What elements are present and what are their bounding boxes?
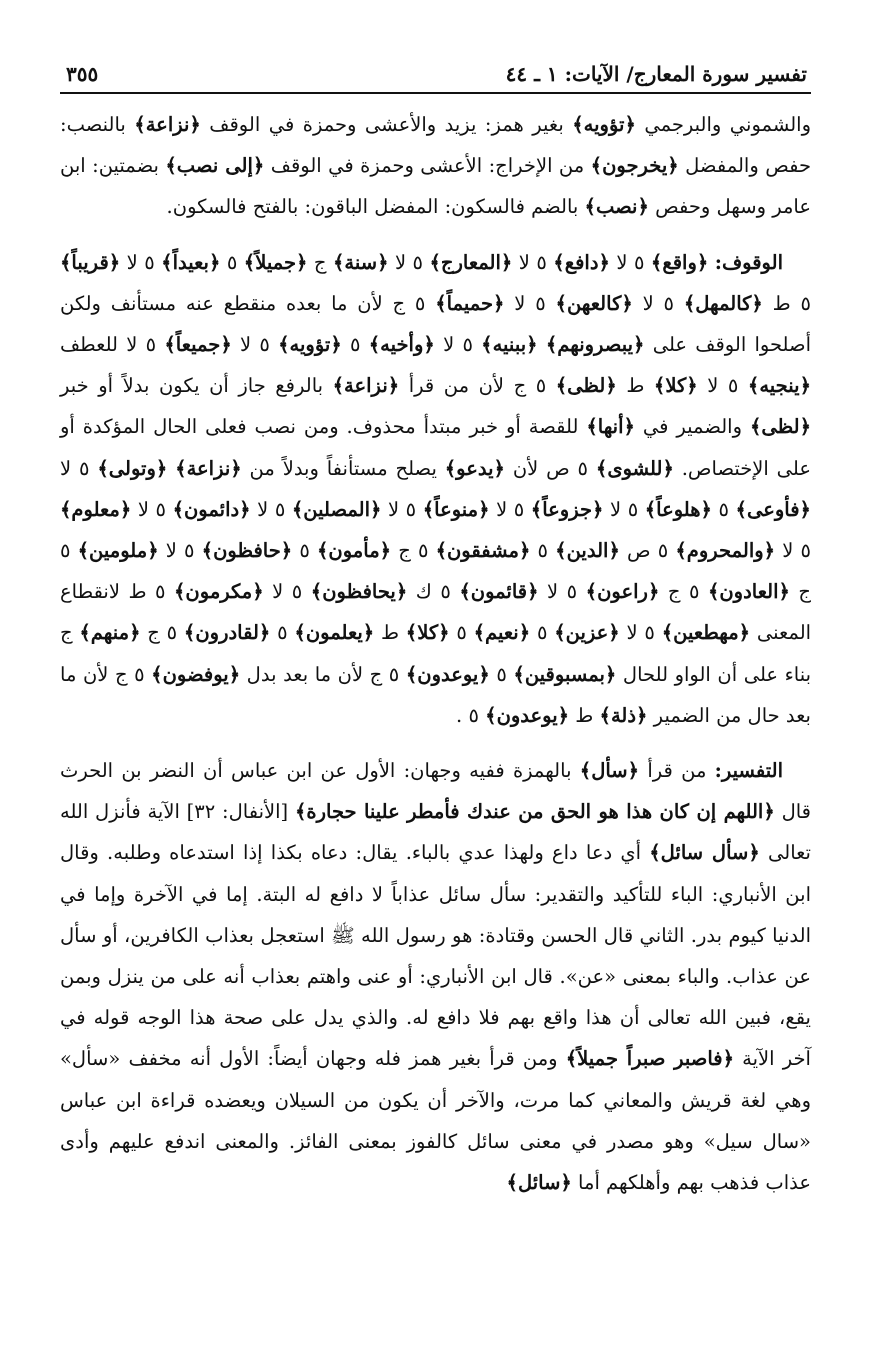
running-header <box>60 62 811 92</box>
quran-citation: ﴿كلا﴾ <box>405 621 450 645</box>
quran-citation: ﴿منوعاً﴾ <box>422 497 490 521</box>
qiraat-text: والشموني والبرجمي ﴿تؤويه﴾ بغير همز: يزيد والأعشى وحمزة في الوقف ﴿نزاعة﴾ بالنصب: حفص والمفضل ﴿يخرجون﴾ من الإخراج: الأعشى وحمزة في الوقف ﴿إلى نصب﴾ بضمتين: ابن عامر وسهل وحفص ﴿نصب﴾ بالضم فالسكون: المفضل الباقون: بالفتح فالسكون. <box>60 113 811 219</box>
quran-citation: ﴿ذلة﴾ <box>599 703 648 727</box>
quran-citation: ﴿لظى﴾ <box>555 374 617 398</box>
quran-citation: ﴿جزوعاً﴾ <box>530 497 604 521</box>
quran-citation: ﴿مكرمون﴾ <box>174 580 264 604</box>
tafsir-paragraph <box>60 750 811 1203</box>
quran-citation: ﴿دائمون﴾ <box>172 497 251 521</box>
quran-citation: ﴿عزين﴾ <box>554 621 620 645</box>
quran-citation: ﴿العادون﴾ <box>707 580 790 604</box>
quran-citation: ﴿المعارج﴾ <box>429 250 513 274</box>
quran-citation: ﴿ينجيه﴾ <box>747 374 812 398</box>
quran-citation: ﴿ملومين﴾ <box>77 539 159 563</box>
quran-citation: ﴿مشفقون﴾ <box>435 539 531 563</box>
header-rule <box>60 92 811 94</box>
quran-citation: ﴿معلوم﴾ <box>60 497 132 521</box>
quran-citation: ﴿وأخيه﴾ <box>368 333 435 357</box>
quran-citation: ﴿سائل﴾ <box>506 1171 572 1195</box>
quran-citation: ﴿بعيداً﴾ <box>161 250 221 274</box>
quran-citation: ﴿حميماً﴾ <box>435 291 505 315</box>
quran-citation: ﴿نزاعة﴾ <box>134 113 201 136</box>
page-number: ٣٥٥ <box>66 62 99 86</box>
quran-citation: ﴿نزاعة﴾ <box>175 456 242 480</box>
quran-citation: ﴿يعلمون﴾ <box>294 621 375 645</box>
quran-citation: ﴿لظى﴾ <box>749 415 811 439</box>
quran-citation: ﴿دافع﴾ <box>553 250 610 274</box>
quran-citation: ﴿واقع﴾ <box>650 250 709 274</box>
quran-citation: ﴿تؤويه﴾ <box>278 333 342 357</box>
tafsir-text: من قرأ ﴿سأل﴾ بالهمزة ففيه وجهان: الأول عن ابن عباس أن النضر بن الحرث قال ﴿اللهم إن كان هذا هو الحق من عندك فأمطر علينا حجارة﴾ [الأنفال: ٣٢] الآية فأنزل الله تعالى ﴿سأل سائل﴾ أي دعا داع ولهذا عدي بالباء. يقال: دعاه بكذا إذا استدعاه وطلبه. وقال ابن الأنباري: الباء للتأكيد والتقدير: سأل سائل عذاباً لا دافع له البتة. إما في الآخرة وإما في الدنيا كيوم بدر. الثاني قال الحسن وقتادة: هو رسول الله ﷺ استعجل بعذاب الكافرين، أو سأل عن عذاب. والباء بمعنى «عن». قال ابن الأنباري: أو عنى واهتم بعذاب أنه على من ينزل وبمن يقع، فبين الله تعالى أن هذا واقع بهم فلا دافع له. والذي يدل على صحة هذا الوجه قوله في آخر الآية ﴿فاصبر صبراً جميلاً﴾ ومن قرأ بغير همز فله وجهان أيضاً: الأول أنه مخفف «سأل» وهي لغة قريش والمعاني كما مرت، والآخر أن يكون من السيلان ويعضده قراءة ابن عباس «سال سيل» وهو مصدر في معنى سائل كالفوز بمعنى الفائز. والمعنى اندفع عليهم وأدى عذاب فذهب بهم وأهلكهم أما ﴿سائل﴾ <box>60 759 812 1195</box>
quran-citation: ﴿مأمون﴾ <box>316 539 392 563</box>
quran-citation: ﴿إلى نصب﴾ <box>165 154 265 178</box>
quran-citation: ﴿راعون﴾ <box>585 580 660 604</box>
quran-citation: ﴿يوعدون﴾ <box>485 703 570 727</box>
quran-citation: ﴿كلا﴾ <box>653 374 698 398</box>
quran-citation: ﴿حافظون﴾ <box>201 539 293 563</box>
quran-citation: ﴿مهطعين﴾ <box>661 621 751 645</box>
quran-citation: ﴿نصب﴾ <box>584 195 649 219</box>
quran-citation: ﴿فأوعى﴾ <box>735 497 811 521</box>
quran-citation: ﴿وتولى﴾ <box>97 456 168 480</box>
quran-citation: ﴿المصلين﴾ <box>291 497 382 521</box>
tafsir-label: التفسير: <box>714 759 784 783</box>
quran-citation: ﴿يدعو﴾ <box>444 456 505 480</box>
quran-citation: ﴿أنها﴾ <box>586 415 635 439</box>
quran-citation: ﴿بمسبوقين﴾ <box>513 662 617 686</box>
quran-citation: ﴿كالعهن﴾ <box>555 291 633 315</box>
quran-citation: ﴿لقادرون﴾ <box>183 621 271 645</box>
waqf-paragraph <box>60 242 811 736</box>
quran-citation: ﴿سأل سائل﴾ <box>649 841 760 865</box>
quran-citation: ﴿يوفضون﴾ <box>151 662 241 686</box>
running-title: تفسير سورة المعارج/ الآيات: ١ ـ ٤٤ <box>505 62 807 86</box>
quran-citation: ﴿الدين﴾ <box>555 539 620 563</box>
quran-citation: ﴿والمحروم﴾ <box>675 539 776 563</box>
waqf-label: الوقوف: <box>714 250 783 274</box>
quran-citation: ﴿يحافظون﴾ <box>310 580 408 604</box>
quran-citation: ﴿منهم﴾ <box>79 621 141 645</box>
quran-citation: ﴿سنة﴾ <box>332 250 389 274</box>
quran-citation: ﴿نزاعة﴾ <box>332 374 400 398</box>
quran-citation: ﴿نعيم﴾ <box>473 621 531 645</box>
quran-citation: ﴿قائمون﴾ <box>459 580 539 604</box>
quran-citation: ﴿جميعاً﴾ <box>164 333 232 357</box>
quran-citation: ﴿فاصبر صبراً جميلاً﴾ <box>565 1047 735 1071</box>
quran-citation: ﴿يبصرونهم﴾ <box>545 333 645 357</box>
quran-citation: ﴿ببنيه﴾ <box>481 333 538 357</box>
qiraat-paragraph <box>60 104 811 228</box>
quran-citation: ﴿كالمهل﴾ <box>683 291 763 315</box>
quran-citation: ﴿تؤويه﴾ <box>572 113 636 136</box>
quran-citation: ﴿اللهم إن كان هذا هو الحق من عندك فأمطر علينا حجارة﴾ <box>294 800 775 824</box>
quran-citation: ﴿قريباً﴾ <box>60 250 121 274</box>
waqf-text: ﴿واقع﴾ ٥ لا ﴿دافع﴾ ٥ لا ﴿المعارج﴾ ٥ لا ﴿سنة﴾ ج ﴿جميلاً﴾ ٥ ﴿بعيداً﴾ ٥ لا ﴿قريباً﴾ ٥ ط ﴿كالمهل﴾ ٥ لا ﴿كالعهن﴾ ٥ لا ﴿حميماً﴾ ٥ ج لأن ما بعده منقطع عنه مستأنف ولكن أصلحوا الوقف على ﴿يبصرونهم﴾ ﴿ببنيه﴾ ٥ لا ﴿وأخيه﴾ ٥ ﴿تؤويه﴾ ٥ لا ﴿جميعاً﴾ ٥ لا للعطف ﴿ينجيه﴾ ٥ لا ﴿كلا﴾ ط ﴿لظى﴾ ٥ ج لأن من قرأ ﴿نزاعة﴾ بالرفع جاز أن يكون بدلاً أو خبر ﴿لظى﴾ والضمير في ﴿أنها﴾ للقصة أو خبر مبتدأ محذوف. ومن نصب فعلى الحال المؤكدة أو على الإختصاص. ﴿للشوى﴾ ٥ ص لأن ﴿يدعو﴾ يصلح مستأنفاً وبدلاً من ﴿نزاعة﴾ ﴿وتولى﴾ ٥ لا ﴿فأوعى﴾ ٥ ﴿هلوعاً﴾ ٥ لا ﴿جزوعاً﴾ ٥ لا ﴿منوعاً﴾ ٥ لا ﴿المصلين﴾ ٥ لا ﴿دائمون﴾ ٥ لا ﴿معلوم﴾ ٥ لا ﴿والمحروم﴾ ٥ ص ﴿الدين﴾ ٥ ﴿مشفقون﴾ ٥ ج ﴿مأمون﴾ ٥ ﴿حافظون﴾ ٥ لا ﴿ملومين﴾ ٥ ج ﴿العادون﴾ ٥ ج ﴿راعون﴾ ٥ لا ﴿قائمون﴾ ٥ ك ﴿يحافظون﴾ ٥ لا ﴿مكرمون﴾ ٥ ط لانقطاع المعنى ﴿مهطعين﴾ ٥ لا ﴿عزين﴾ ٥ ﴿نعيم﴾ ٥ ﴿كلا﴾ ط ﴿يعلمون﴾ ٥ ﴿لقادرون﴾ ٥ ج ﴿منهم﴾ ج بناء على أن الواو للحال ﴿بمسبوقين﴾ ٥ ﴿يوعدون﴾ ٥ ج لأن ما بعد بدل ﴿يوفضون﴾ ٥ ج لأن ما بعد حال من الضمير ﴿ذلة﴾ ط ﴿يوعدون﴾ ٥ . <box>60 250 812 727</box>
quran-citation: ﴿هلوعاً﴾ <box>644 497 712 521</box>
quran-citation: ﴿يخرجون﴾ <box>590 154 679 178</box>
quran-citation: ﴿يوعدون﴾ <box>405 662 490 686</box>
quran-citation: ﴿جميلاً﴾ <box>243 250 308 274</box>
quran-citation: ﴿للشوى﴾ <box>595 456 674 480</box>
quran-citation: ﴿سأل﴾ <box>579 759 640 783</box>
